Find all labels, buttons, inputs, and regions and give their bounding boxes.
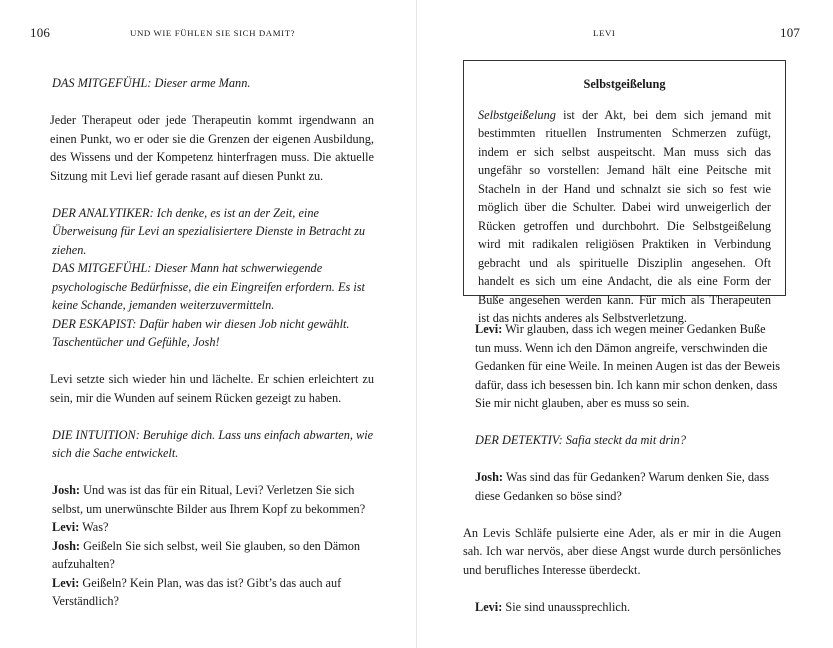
page-number-right: 107 — [780, 25, 801, 40]
dialogue-line — [475, 320, 781, 413]
right-page — [417, 0, 833, 648]
dialogue-line — [52, 574, 374, 611]
dialogue-text: Und was ist das für ein Ritual, Levi? Verletzen Sie sich selbst, um unerwünschte Bilder aus Ihrem Kopf zu bekommen? — [52, 483, 366, 516]
left-page — [0, 0, 416, 648]
speaker-name: Levi: — [475, 322, 503, 336]
running-head-right: LEVI — [593, 28, 616, 38]
dialogue-text: Wir glauben, dass ich wegen meiner Gedanken Buße tun muss. Wenn ich den Dämon angreife, verschwinden die Gedanken für eine Weile. In meinen Augen ist das der Beweis dafür, dass ich besessen bin. Ich kann mir schon denken, dass Sie mir nicht glauben, aber es muss so sein. — [475, 322, 781, 410]
running-head-left: UND WIE FÜHLEN SIE SICH DAMIT? — [130, 28, 296, 38]
dialogue-line — [52, 537, 374, 574]
dialogue-line — [52, 481, 374, 518]
dialogue-text: Was? — [79, 520, 109, 534]
body-paragraph: Levi setzte sich wieder hin und lächelte. Er schien erleichtert zu sein, mir die Wunden auf seinem Rücken gezeigt zu haben. — [50, 372, 374, 405]
inner-voice-line: DIE INTUITION: Beruhige dich. Lass uns einfach abwarten, wie sich die Sache entwickelt. — [52, 427, 374, 460]
speaker-name: Josh: — [52, 483, 81, 497]
box-text — [478, 106, 771, 328]
left-body — [52, 74, 374, 611]
dialogue-line — [52, 518, 374, 537]
dialogue-text: Was sind das für Gedanken? Warum denken Sie, dass diese Gedanken so böse sind? — [475, 470, 770, 503]
body-paragraph: Jeder Therapeut oder jede Therapeutin kommt irgendwann an einen Punkt, wo er oder sie die Grenzen der eigenen Ausbildung, des Wissens und der Kompetenz hinterfragen muss. Die aktuelle Sitzung mit Levi lief gerade rasant auf diesen Punkt zu. — [50, 113, 374, 183]
body-paragraph: An Levis Schläfe pulsierte eine Ader, als er mir in die Augen sah. Ich war nervös, aber diese Angst wurde durch persönliches und berufliches Interesse überdeckt. — [463, 525, 781, 577]
inner-voice-line: DER DETEKTIV: Safia steckt da mit drin? — [475, 433, 686, 447]
dialogue-text: Geißeln? Kein Plan, was das ist? Gibt’s das auch auf Verständlich? — [52, 575, 342, 608]
speaker-name: Levi: — [475, 599, 503, 614]
box-definition: ist der Akt, bei dem sich jemand mit bestimmten rituellen Instrumenten Schmerzen zufügt, indem er sich selbst auspeitscht. Man muss sich das ungefähr so vorstellen: Jemand hält eine Peitsche mit Stacheln in der Hand und schnalzt sie sich so fest wie möglich über die Schulter. Dabei wird unweigerlich der Rücken getroffen und durchbohrt. Die Selbstgeißelung wird mit radikalen religiösen Praktiken in Verbindung gebracht und als spirituelle Disziplin angesehen. Oft handelt es sich um eine Andacht, die als eine Form der Buße angesehen werden kann. Für mich als Therapeuten ist das nichts anderes als Selbstverletzung. — [478, 107, 771, 325]
inner-voice-line: DAS MITGEFÜHL: Dieser Mann hat schwerwiegende psychologische Bedürfnisse, die ein Eingreifen erfordern. Es ist keine Schande, jemanden weiterzuvermitteln. — [52, 261, 365, 312]
box-title: Selbstgeißelung — [583, 77, 666, 91]
speaker-name: Josh: — [475, 470, 504, 484]
inner-voice-line: DER ANALYTIKER: Ich denke, es ist an der Zeit, eine Überweisung für Levi an spezialisiertere Dienste in Betracht zu ziehen. — [52, 205, 366, 257]
speaker-name: Levi: — [52, 575, 80, 590]
speaker-name: Josh: — [52, 538, 81, 553]
dialogue-line — [475, 468, 781, 505]
right-body — [463, 320, 781, 616]
dialogue-text: Sie sind unaussprechlich. — [502, 599, 631, 614]
dialogue-line — [475, 598, 781, 617]
speaker-name: Levi: — [52, 520, 80, 534]
box-term: Selbstgeißelung — [478, 107, 556, 122]
dialogue-text: Geißeln Sie sich selbst, weil Sie glauben, so den Dämon aufzuhalten? — [52, 538, 361, 571]
definition-box — [463, 60, 786, 325]
inner-voice-line: DER ESKAPIST: Dafür haben wir diesen Job nicht gewählt. Taschentücher und Gefühle, Josh! — [52, 316, 350, 349]
page-number-left: 106 — [30, 25, 51, 40]
inner-voice-line: DAS MITGEFÜHL: Dieser arme Mann. — [52, 76, 251, 90]
